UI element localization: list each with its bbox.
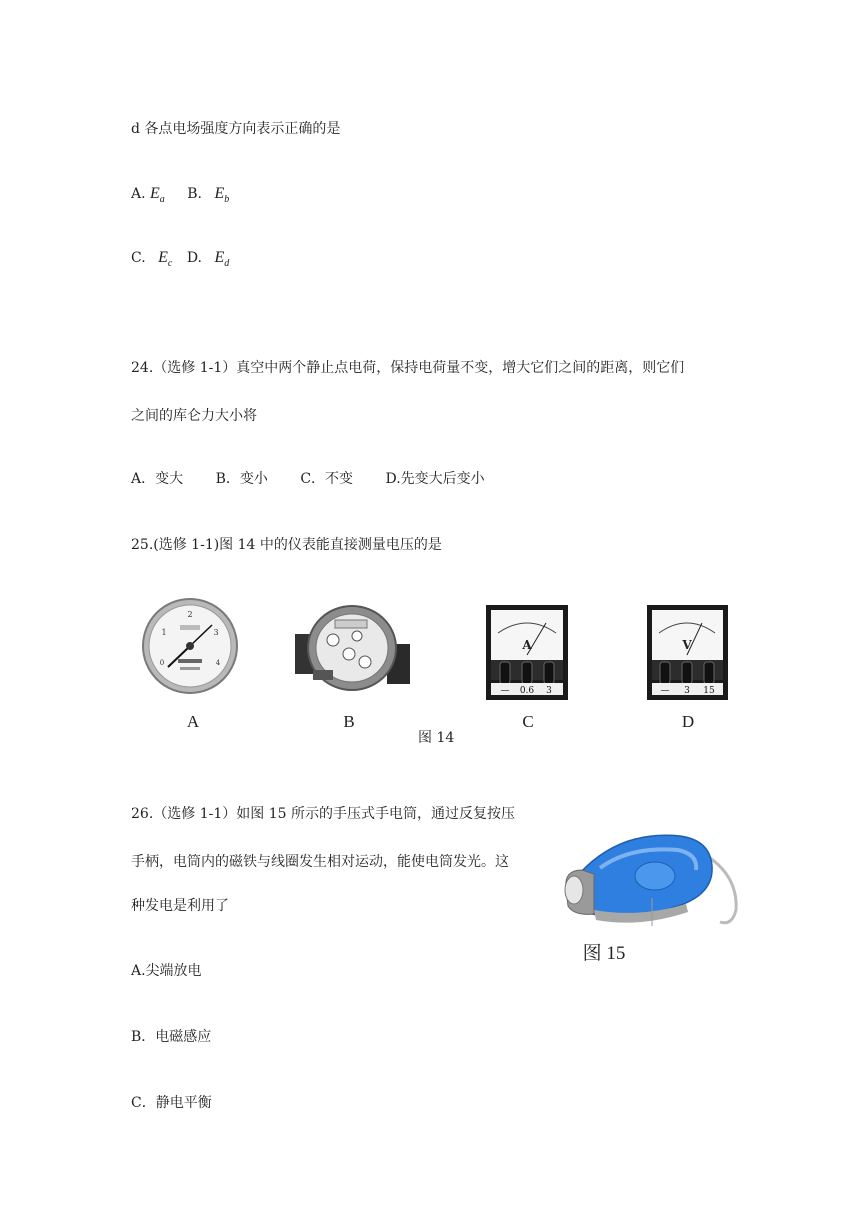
option-letter: D. [186, 250, 202, 266]
option-symbol: $E_d$ [214, 249, 230, 270]
flashlight-image [560, 818, 742, 930]
q26-stem-line1: 26.（选修 1-1）如图 15 所示的手压式手电筒，通过反复按压 [131, 806, 515, 822]
q26-stem-line2: 手柄，电筒内的磁铁与线圈发生相对运动，能使电筒发光。这 [131, 854, 509, 870]
figure-label-a: A [186, 712, 200, 731]
option-symbol: $E_a$ [150, 185, 165, 206]
ammeter-terminal-3: 3 [546, 686, 552, 696]
q24-options [131, 469, 485, 489]
q24-option-b: B．变小 [215, 471, 268, 487]
figure-label-d: D [681, 712, 695, 731]
q24-option-c: C．不变 [300, 471, 354, 487]
q26-option-a: A.尖端放电 [131, 963, 202, 979]
q24-option-a: A．变大 [131, 471, 184, 487]
q23-option-d [187, 248, 229, 274]
option-letter: B. [187, 186, 202, 202]
option-symbol: $E_c$ [158, 249, 173, 270]
q23-option-a [131, 184, 165, 210]
ammeter-terminal-neg: — [500, 686, 510, 696]
q26-option-c: C．静电平衡 [131, 1095, 212, 1111]
voltmeter-symbol: V [682, 638, 692, 652]
figure-label-c: C [522, 712, 534, 731]
voltmeter-image [647, 605, 728, 700]
q24-stem-line2: 之间的库仑力大小将 [131, 408, 257, 424]
ammeter-image [486, 605, 568, 700]
svg-text:3: 3 [213, 628, 219, 637]
q23-options-row2 [131, 248, 229, 274]
q26-stem-line3: 种发电是利用了 [131, 898, 229, 914]
ammeter-symbol: A [522, 638, 532, 652]
voltmeter-terminal-neg: — [660, 686, 670, 696]
q24-option-d: D.先变大后变小 [385, 471, 485, 487]
water-meter-image [295, 604, 410, 692]
q23-option-c [131, 248, 172, 274]
svg-text:0: 0 [159, 659, 165, 667]
svg-text:2: 2 [187, 610, 193, 619]
figure-15-caption: 图 15 [582, 943, 626, 964]
ammeter-terminal-06: 0.6 [519, 686, 535, 696]
q25-stem: 25.(选修 1-1)图 14 中的仪表能直接测量电压的是 [131, 537, 442, 553]
pressure-gauge-image [140, 597, 240, 695]
svg-text:1: 1 [161, 628, 167, 637]
voltmeter-terminal-3: 3 [684, 686, 690, 696]
option-letter: A. [131, 186, 146, 202]
q26-option-b: B．电磁感应 [131, 1029, 212, 1045]
figure-label-b: B [343, 712, 355, 731]
q23-options-row1 [131, 184, 229, 210]
figure-14-caption: 图 14 [418, 730, 455, 746]
q23-stem-tail: d 各点电场强度方向表示正确的是 [131, 121, 341, 137]
q23-option-b [187, 184, 229, 210]
q24-stem-line1: 24.（选修 1-1）真空中两个静止点电荷，保持电荷量不变，增大它们之间的距离，则它们 [131, 360, 685, 376]
option-letter: C. [131, 250, 146, 266]
svg-text:4: 4 [215, 659, 221, 667]
option-symbol: $E_b$ [214, 185, 230, 206]
voltmeter-terminal-15: 15 [703, 686, 715, 696]
